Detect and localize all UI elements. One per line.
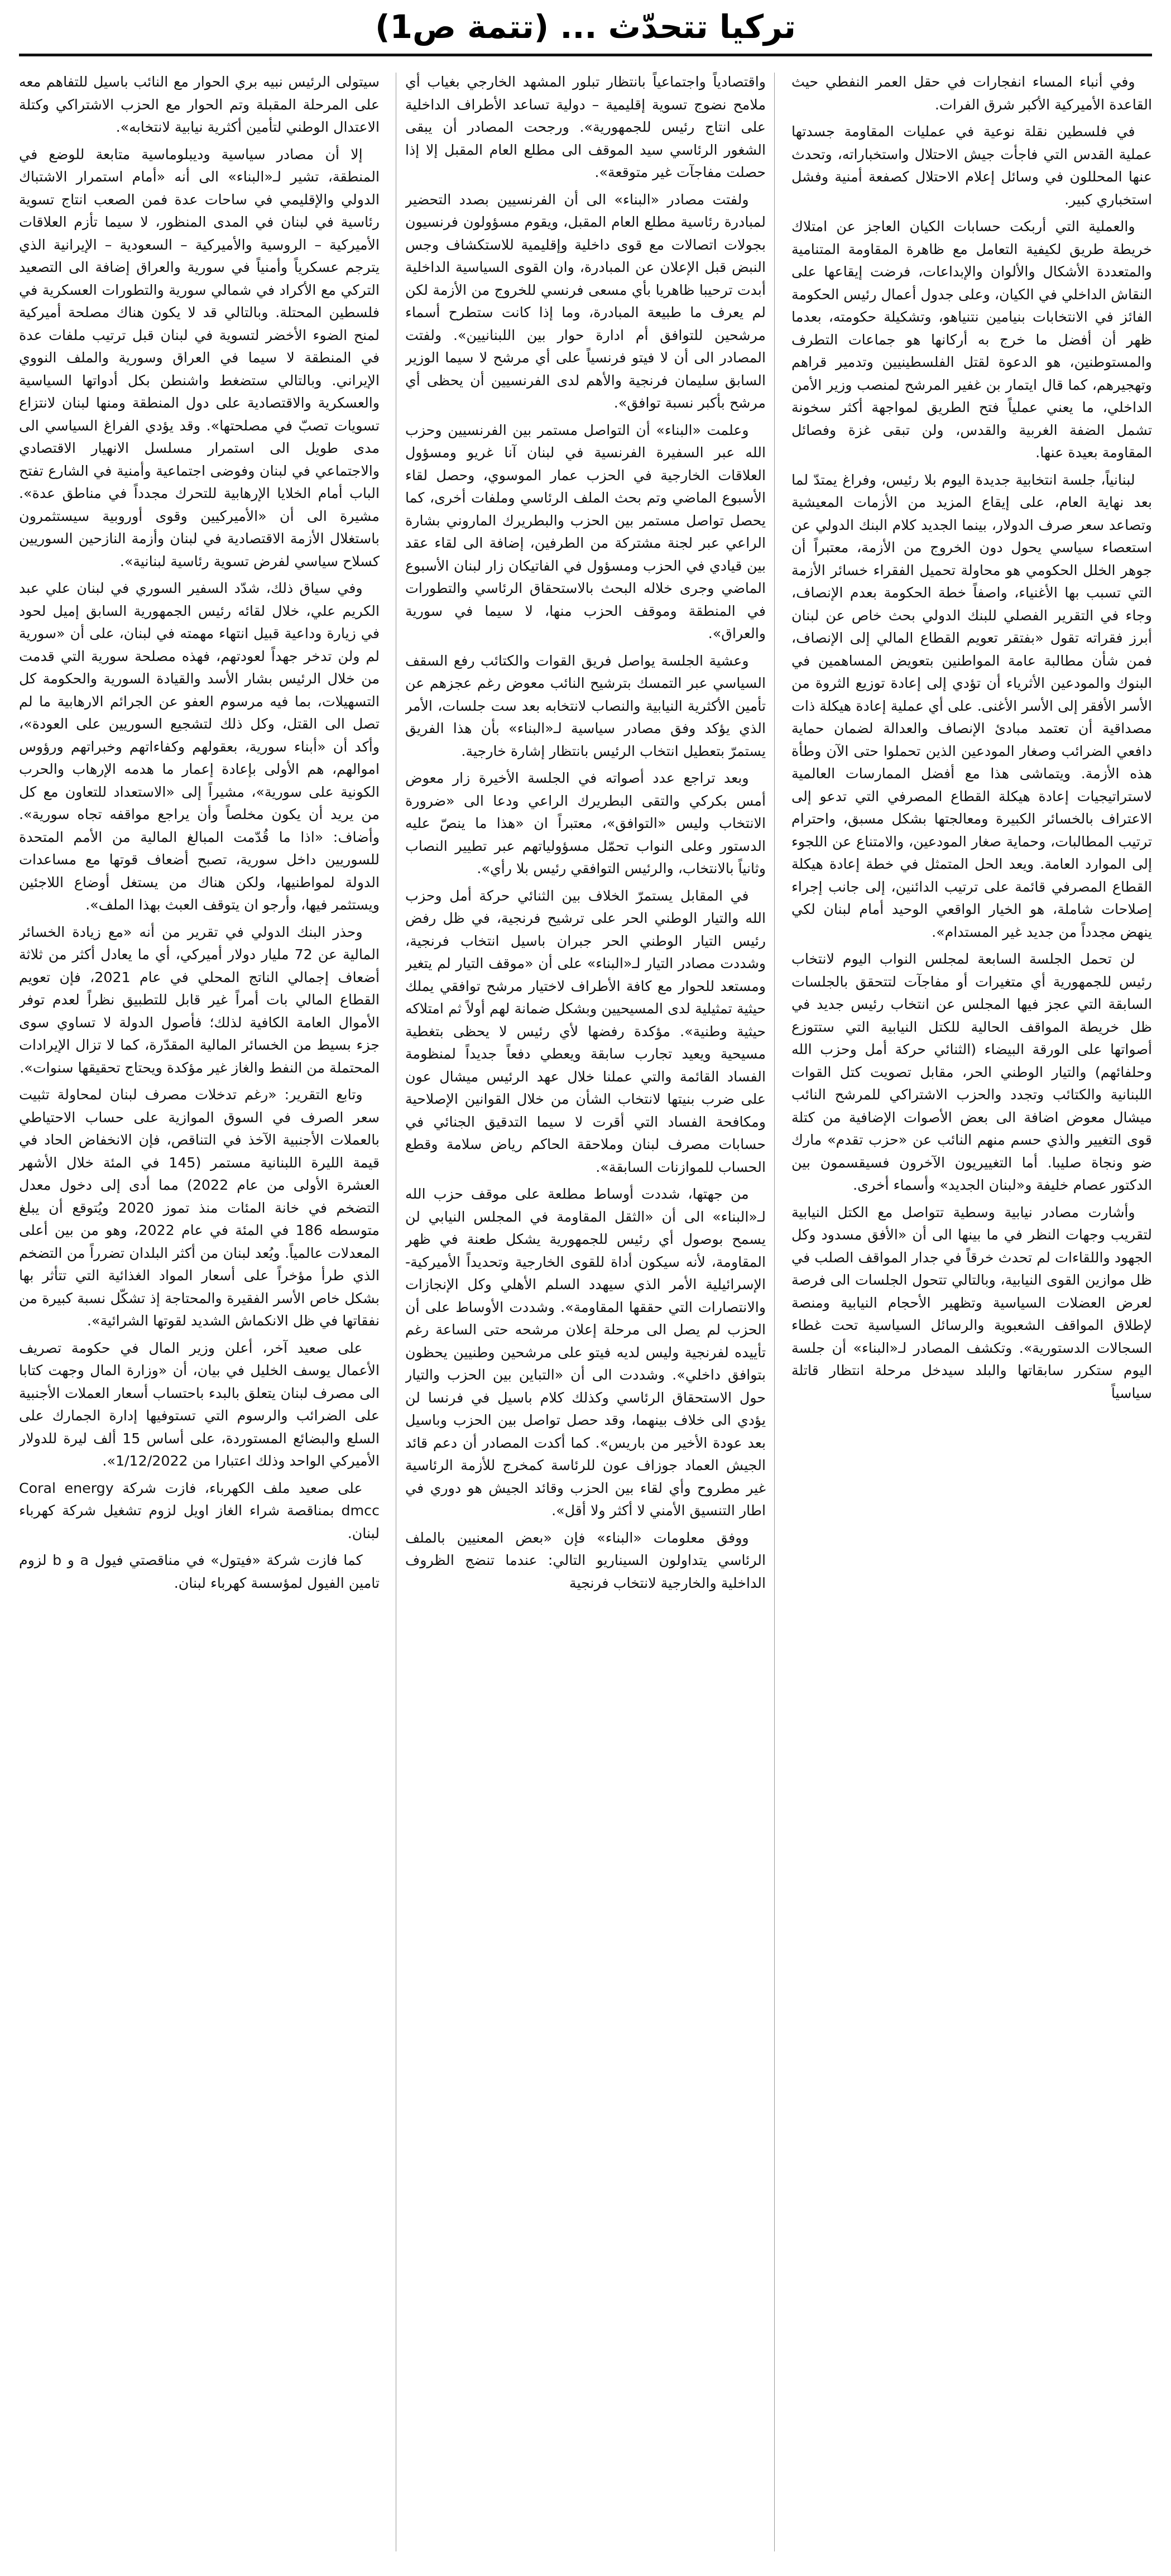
paragraph: وبعد تراجع عدد أصواته في الجلسة الأخيرة زار معوض أمس بكركي والتقى البطريرك الراعي ودعا الى «ضرورة الانتخاب وليس «التوافق»، معتبراً ان «هذا ما ينصّ عليه الدستور وعلى النواب تحمّل مسؤولياتهم عبر تطيير النصاب وثانياً بالانتخاب، والرئيس التوافقي رئيس بلا رأي». xyxy=(405,770,766,877)
paragraph: على صعيد آخر، أعلن وزير المال في حكومة تصريف الأعمال يوسف الخليل في بيان، أن «وزارة المال وجهت كتابا الى مصرف لبنان يتعلق بالبدء باحتساب أسعار العملات الأجنبية على الضرائب والرسوم التي تستوفيها إدارة الجمارك على السلع والبضائع المستوردة، على أساس 15 ألف ليرة للدولار الأميركي الواحد وذلك اعتبارا من 1/12/2022». xyxy=(19,1339,380,1469)
column-left xyxy=(19,71,380,2567)
paragraph: واقتصادياً واجتماعياً بانتظار تبلور المشهد الخارجي بغياب أي ملامح نضوج تسوية إقليمية – دولية تساعد الأطراف الداخلية على انتاج رئيس للجمهورية». ورجحت المصادر أن يبقى الشغور الرئاسي سيد الموقف الى مطلع العام المقبل إلا إذا حصلت مفاجآت غير متوقعة». xyxy=(405,74,766,180)
title-divider xyxy=(19,54,1152,56)
paragraph: وعلمت «البناء» أن التواصل مستمر بين الفرنسيين وحزب الله عبر السفيرة الفرنسية في لبنان آنا غريو ومسؤول العلاقات الخارجية في الحزب عمار الموسوي، وحصل لقاء الأسبوع الماضي وتم بحث الملف الرئاسي وملفات أخرى، كما يحصل تواصل مستمر بين الحزب والبطريرك الماروني بشارة الراعي عبر لجنة مشتركة من الطرفين، إضافة الى لقاء عقد بين قيادي في الحزب ومسؤول في الفاتيكان زار لبنان الأسبوع الماضي وجرى خلاله البحث بالاستحقاق الرئاسي والتطورات في المنطقة وموقف الحزب منها، لا سيما في سورية والعراق». xyxy=(405,422,766,641)
paragraph: سيتولى الرئيس نبيه بري الحوار مع النائب باسيل للتفاهم معه على المرحلة المقبلة وتم الحوار مع الحزب الاشتراكي وكتلة الاعتدال الوطني لتأمين أكثرية نيابية لانتخابه». xyxy=(19,74,380,135)
paragraph: لبنانياً، جلسة انتخابية جديدة اليوم بلا رئيس، وفراغ يمتدّ لما بعد نهاية العام، على إيقاع المزيد من الأزمات المعيشية وتصاعد سعر صرف الدولار، بينما الجديد كلام البنك الدولي عن استعصاء سياسي يحول دون الخروج من الأزمة، معتبراً أن جوهر الخلل الحكومي هو محاولة تحميل الفقراء خسائر الأزمة التي تسبب بها الأغنياء، واصفاً خطة الحكومة بعدم الإنصاف، وجاء في التقرير الفصلي للبنك الدولي بحث خاص عن لبنان أبرز فقراته تقول «بفتقر تعويم القطاع المالي إلى الإنصاف، فمن شأن مطالبة عامة المواطنين بتعويض المساهمين في البنوك والمودعين الأثرياء أن تؤدي إلى إعادة توزيع الثروة من الأسر الأفقر إلى الأسر الأغنى. على أي عملية إعادة هيكلة ذات مصداقية أن تعتمد مبادئ الإنصاف والعدالة لضمان حماية دافعي الضرائب وصغار المودعين الذين تحملوا حتى الآن وطأة هذه الأزمة. ويتماشى هذا مع أفضل الممارسات العالمية لاستراتيجيات إعادة هيكلة القطاع المصرفي التي تدعو إلى الاعتراف بالخسائر الكبيرة ومعالجتها بشكل مسبق، واحترام ترتيب المطالبات، وحماية صغار المودعين، والامتناع عن اللجوء إلى الموارد العامة. ويعد الحل المتمثل في خطة إعادة هيكلة القطاع المصرفي قائمة على ترتيب الدائنين، إلى جانب إجراء إصلاحات شاملة، هو الخيار الواقعي الوحيد أمام لبنان لكي ينهض مجدداً من جديد غير المستدام». xyxy=(791,471,1152,940)
paragraph: لن تحمل الجلسة السابعة لمجلس النواب اليوم لانتخاب رئيس للجمهورية أي متغيرات أو مفاجآت لتتحقق بالجلسات السابقة التي عجز فيها المجلس عن انتخاب رئيس جديد في ظل خريطة المواقف الحالية للكتل النيابية التي ستتوزع أصواتها على الورقة البيضاء (الثنائي حركة أمل وحزب الله وحلفائهم) والتيار الوطني الحر، مقابل تصويت كتل القوات اللبنانية والكتائب وتجدد والحزب الاشتراكي للمرشح النائب ميشال معوض اضافة الى بعض الأصوات الإضافية من كتلة قوى التغيير والذي حسم منهم النائب عن «حزب تقدم» مارك ضو ونجاة صليبا. أما التغييريون الآخرون فسيقسمون بين الدكتور عصام خليفة و«لبنان الجديد» وأسماء أخرى. xyxy=(791,951,1152,1193)
article-title: تركيا تتحدّث ... (تتمة ص1) xyxy=(375,8,796,46)
paragraph: على صعيد ملف الكهرباء، فازت شركة Coral energy dmcc بمناقصة شراء الغاز اويل لزوم تشغيل شركة كهرباء لبنان. xyxy=(19,1479,380,1541)
paragraph: وحذر البنك الدولي في تقرير من أنه «مع زيادة الخسائر المالية عن 72 مليار دولار أميركي، أي ما يعادل أكثر من ثلاثة أضعاف إجمالي الناتج المحلي في عام 2021، فإن تعويم القطاع المالي بات أمراً غير قابل للتطبيق نظراً لعدم توفر الأموال العامة الكافية لذلك؛ فأصول الدولة لا تساوي سوى جزء بسيط من الخسائر المالية المقدّرة، كما لا تزال الإيرادات المحتملة من النفط والغاز غير مؤكدة ويحتاج تحقيقها سنوات». xyxy=(19,923,380,1076)
paragraph: في المقابل يستمرّ الخلاف بين الثنائي حركة أمل وحزب الله والتيار الوطني الحر على ترشيح فرنجية، في ظل رفض رئيس التيار الوطني الحر جبران باسيل انتخاب فرنجية، وشددت مصادر التيار لـ«البناء» على أن «موقف التيار لم يتغير ومستعد للحوار مع كافة الأطراف لاختيار مرشح توافقي يملك حيثية تمثيلية لدى المسيحيين وبشكل ضمانة لهم أولاً ثم امتلاكه حيثية وطنية». مؤكدة رفضها لأي رئيس لا يحظى بتغطية مسيحية ويعيد تجارب سابقة ويعطي دفعاً جديداً لمنظومة الفساد القائمة والتي عملنا خلال عهد الرئيس ميشال عون على ضرب بنيتها لانتخاب الشأن من خلال القوانين الإصلاحية ومكافحة الفساد التي أقرت لا سيما التدقيق الجنائي في حسابات مصرف لبنان وملاحقة الحاكم رياض سلامة وقطع الحساب للموازنات السابقة». xyxy=(405,887,766,1175)
paragraph: وتابع التقرير: «رغم تدخلات مصرف لبنان لمحاولة تثبيت سعر الصرف في السوق الموازية على حساب الاحتياطي بالعملات الأجنبية الآخذ في التناقص، فإن الانخفاض الحاد في قيمة الليرة اللبنانية مستمر (145 في المئة خلال الأشهر العشرة الأولى من عام 2022) مما أدى إلى دخول معدل التضخم في خانة المئات منذ تموز 2020 ويُتوقع أن يبلغ متوسطه 186 في المئة في عام 2022، وهو من بين أعلى المعدلات عالمياً. ويُعد لبنان من أكثر البلدان تضرراً من التضخم الذي طرأ مؤخراً على أسعار المواد الغذائية التي تتأثر بها بشكل خاص الأسر الفقيرة والمحتاجة إذ تشكّل نسبة كبيرة من نفقاتها في ظل الانكماش الشديد لقوتها الشرائية». xyxy=(19,1086,380,1329)
paragraph: والعملية التي أربكت حسابات الكيان العاجز عن امتلاك خريطة طريق لكيفية التعامل مع ظاهرة المقاومة المتنامية والمتعددة الأشكال والألوان والإبداعات، فرضت إيقاعها على النقاش الداخلي في الكيان، وعلى جدول أعمال رئيس الحكومة الفائز في الانتخابات بنيامين نتنياهو، وتشكيلة حكومته، بعدما ظهر أن أفضل ما خرج به أركانها هو جماعات التطرف والمستوطنين، هو الدعوة لقتل الفلسطينيين وتدمير قراهم وتهجيرهم، كما قال ايتمار بن غفير المرشح لمنصب وزير الأمن الداخلي، ما يعني عملياً فتح الطريق لمواجهة أكثر سخونة تشمل الضفة الغربية والقدس، ولن تبقى غزة وفصائل المقاومة بعيدة عنها. xyxy=(791,218,1152,461)
paragraph: في فلسطين نقلة نوعية في عمليات المقاومة جسدتها عملية القدس التي فاجأت جيش الاحتلال واستخباراته، وتحدث عنها المحللون في وسائل إعلام الاحتلال كصفعة أمنية وفشل استخباري كبير. xyxy=(791,123,1152,208)
column-right xyxy=(791,71,1152,2567)
paragraph: من جهتها، شددت أوساط مطلعة على موقف حزب الله لـ«البناء» الى أن «الثقل المقاومة في المجلس النيابي لن يسمح بوصول أي رئيس للجمهورية يشكل طعنة في ظهر المقاومة، لأنه سيكون أداة للقوى الخارجية وتحديداً الأميركية-الإسرائيلية الأمر الذي سيهدد السلم الأهلي وكل الإنجازات والانتصارات التي حققها المقاومة». وشددت الأوساط على أن الحزب لم يصل الى مرحلة إعلان مرشحه حتى الساعة رغم تأييده لفرنجية وليس لديه فيتو على مرشحين وطنيين يحظون بتوافق داخلي». وشددت الى أن «التباين بين الحزب والتيار حول الاستحقاق الرئاسي وكذلك كلام باسيل في فرنسا لن يؤدي الى خلاف بينهما، وقد حصل تواصل بين الحزب وباسيل بعد عودة الأخير من باريس». كما أكدت المصادر أن دعم قائد الجيش العماد جوزاف عون للرئاسة كمخرج للأزمة الرئاسية غير مطروح وأي لقاء بين الحزب وقائد الجيش هو دوري في اطار التنسيق الأمني لا أكثر ولا أقل». xyxy=(405,1186,766,1519)
column-divider xyxy=(774,73,775,2551)
paragraph: وأشارت مصادر نيابية وسطية تتواصل مع الكتل النيابية لتقريب وجهات النظر في ما بينها الى أن «الأفق مسدود وكل الجهود واللقاءات لم تحدث خرقاً في جدار المواقف الصلب في ظل موازين القوى النيابية، وبالتالي تتحول الجلسات الى فرصة لعرض العضلات السياسية وتظهير الأحجام النيابية ومنصة لإطلاق المواقف الشعبوية والرسائل السياسية تحت غطاء السجالات الدستورية». وتكشف المصادر لـ«البناء» أن جلسة اليوم ستكرر سابقاتها والبلد سيدخل مرحلة انتظار قاتلة سياسياً xyxy=(791,1204,1152,1401)
paragraph: كما فازت شركة «فيتول» في مناقصتي فيول a و b لزوم تامين الفيول لمؤسسة كهرباء لبنان. xyxy=(19,1552,380,1591)
paragraph: وعشية الجلسة يواصل فريق القوات والكتائب رفع السقف السياسي عبر التمسك بترشيح النائب معوض رغم عجزهم عن تأمين الأكثرية النيابية والنصاب لانتخابه بعد ست جلسات، الأمر الذي يؤكد وفق مصادر سياسية لـ«البناء» بأن هذا الفريق يستمرّ بتعطيل انتخاب الرئيس بانتظار إشارة خارجية. xyxy=(405,652,766,759)
paragraph: ولفتت مصادر «البناء» الى أن الفرنسيين بصدد التحضير لمبادرة رئاسية مطلع العام المقبل، ويقوم مسؤولون فرنسيون بجولات اتصالات مع قوى داخلية وإقليمية للاستكشاف وجس النبض قبل الإعلان عن المبادرة، وان القوى السياسية الداخلية أبدت ترحيبا ظاهريا بأي مسعى فرنسي للخروج من الأزمة لكن لم يعرف ما طبيعة المبادرة، وما إذا كانت ستطرح أسماء مرشحين للتوافق أم ادارة حوار بين اللبنانيين». ولفتت المصادر الى أن لا فيتو فرنسياً على أي مرشح لا سيما الوزير السابق سليمان فرنجية والأهم لدى الفرنسيين أن يحظى أي مرشح بأكبر نسبة توافق». xyxy=(405,191,766,411)
column-middle xyxy=(405,71,766,2567)
paragraph: إلا أن مصادر سياسية وديبلوماسية متابعة للوضع في المنطقة، تشير لـ«البناء» الى أنه «أمام استمرار الاشتباك الدولي والإقليمي في ساحات عدة فمن الصعب انتاج تسوية رئاسية في لبنان في المدى المنظور، لا سيما تأزم العلاقات الأميركية – الروسية والأميركية – السعودية – الإيرانية الذي يترجم عسكرياً وأمنياً في سورية والعراق إضافة الى التصعيد التركي مع الأكراد في شمالي سورية والتطورات العسكرية في فلسطين المحتلة. وبالتالي قد لا يكون هناك مصلحة أميركية لمنح الضوء الأخضر لتسوية في لبنان قبل ترتيب ملفات عدة في المنطقة لا سيما في العراق وسورية والملف النووي الإيراني. وبالتالي ستضغط واشنطن بكل أدواتها السياسية والعسكرية والاقتصادية على دول المنطقة ومنها لبنان لانتزاع تسويات تصبّ في مصلحتها». وقد يؤدي الفراغ السياسي الى مدى طويل الى استمرار مسلسل الانهيار الاقتصادي والاجتماعي في لبنان وفوضى اجتماعية وأمنية في الشارع تفتح الباب أمام الخلايا الإرهابية للتحرك مجدداً في مناطق عدة». مشيرة الى أن «الأميركيين وقوى أوروبية سيستثمرون باستغلال الأزمة الاقتصادية في لبنان وأزمة النازحين السوريين كسلاح سياسي لفرض تسوية رئاسية لبنانية». xyxy=(19,146,380,569)
paragraph: ووفق معلومات «البناء» فإن «بعض المعنيين بالملف الرئاسي يتداولون السيناريو التالي: عندما تنضج الظروف الداخلية والخارجية لانتخاب فرنجية xyxy=(405,1529,766,1591)
paragraph: وفي أنباء المساء انفجارات في حقل العمر النفطي حيث القاعدة الأميركية الأكبر شرق الفرات. xyxy=(791,74,1152,113)
article-columns xyxy=(19,71,1152,2567)
paragraph: وفي سياق ذلك، شدّد السفير السوري في لبنان علي عبد الكريم علي، خلال لقائه رئيس الجمهورية السابق إميل لحود في زيارة وداعية قبيل انتهاء مهمته في لبنان، على أن «سورية لم ولن تدخر جهداً لعودتهم، فهذه مصلحة سورية التي قدمت من خلال الرئيس بشار الأسد والقيادة السورية والحكومة كل التسهيلات، بما فيه مرسوم العفو عن الجرائم الارهابية ما لم تصل الى القتل، وكل ذلك لتشجيع السوريين على العودة»، وأكد أن «أبناء سورية، بعقولهم وكفاءاتهم وخبراتهم ورؤوس اموالهم، هم الأولى بإعادة إعمار ما هدمه الإرهاب والحرب الكونية على سورية»، مشيراً إلى «الاستعداد للتعاون مع كل من يريد أن يكون مخلصاً وأن يراجع مواقفه تجاه سورية». وأضاف: «اذا ما قُدّمت المبالغ المالية من الأمم المتحدة للسوريين داخل سورية، تصبح أضعاف قوتها مع مساعدات الدولة لمواطنيها، ولكن هناك من يستغل أوضاع اللاجئين ويستثمر فيها، وأرجو ان يتوقف العبث بهذا الملف». xyxy=(19,580,380,913)
